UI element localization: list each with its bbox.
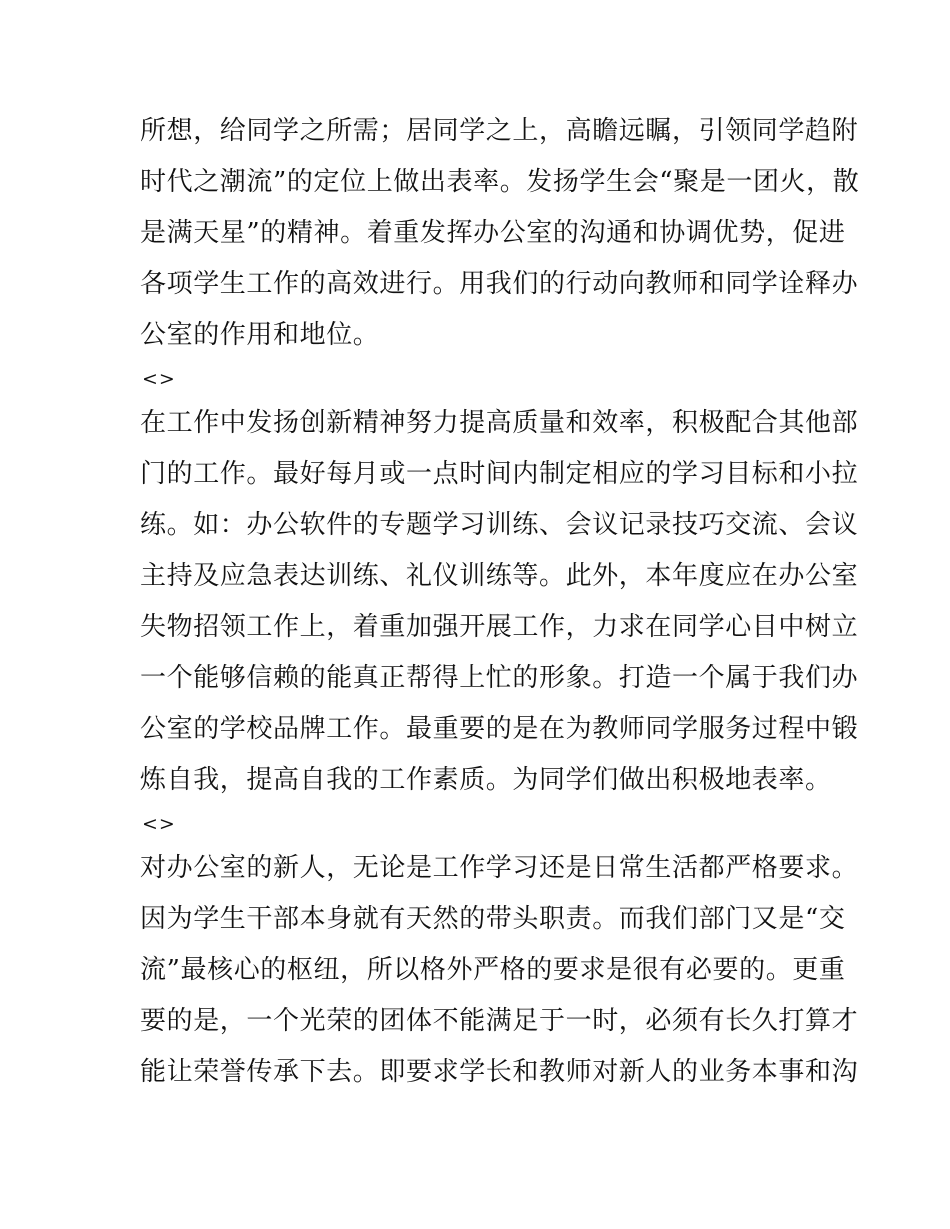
document-body bbox=[140, 106, 860, 1098]
text-line: 公室的作用和地位。 bbox=[140, 320, 380, 350]
text-line: 时代之潮流”的定位上做出表率。发扬学生会“聚是一团火，散 bbox=[140, 167, 860, 197]
text-line: 各项学生工作的高效进行。用我们的行动向教师和同学诠释办 bbox=[140, 269, 859, 299]
section-marker: <> bbox=[142, 368, 176, 390]
paragraph-3 bbox=[140, 843, 859, 1098]
paragraph-1 bbox=[140, 106, 860, 361]
text-line: 练。如：办公软件的专题学习训练、会议记录技巧交流、会议 bbox=[140, 510, 859, 540]
text-line: 因为学生干部本身就有天然的带头职责。而我们部门又是“交 bbox=[140, 904, 846, 934]
text-line: 一个能够信赖的能真正帮得上忙的形象。打造一个属于我们办 bbox=[140, 663, 859, 693]
text-line: 门的工作。最好每月或一点时间内制定相应的学习目标和小拉 bbox=[140, 459, 859, 489]
text-line: 是满天星”的精神。着重发挥办公室的沟通和协调优势，促进 bbox=[140, 218, 846, 248]
text-line: 在工作中发扬创新精神努力提高质量和效率，积极配合其他部 bbox=[140, 408, 859, 438]
text-line: 对办公室的新人，无论是工作学习还是日常生活都严格要求。 bbox=[140, 853, 859, 883]
text-line: 要的是，一个光荣的团体不能满足于一时，必须有长久打算才 bbox=[140, 1006, 859, 1036]
text-line: 公室的学校品牌工作。最重要的是在为教师同学服务过程中锻 bbox=[140, 714, 859, 744]
text-line: 炼自我，提高自我的工作素质。为同学们做出积极地表率。 bbox=[140, 765, 832, 795]
text-line: 流”最核心的枢纽，所以格外严格的要求是很有必要的。更重 bbox=[140, 955, 846, 985]
text-line: 能让荣誉传承下去。即要求学长和教师对新人的业务本事和沟 bbox=[140, 1057, 859, 1087]
section-marker: <> bbox=[142, 813, 176, 835]
text-line: 主持及应急表达训练、礼仪训练等。此外，本年度应在办公室 bbox=[140, 561, 859, 591]
text-line: 所想，给同学之所需；居同学之上，高瞻远瞩，引领同学趋附 bbox=[140, 116, 859, 146]
paragraph-2 bbox=[140, 398, 859, 806]
text-line: 失物招领工作上，着重加强开展工作，力求在同学心目中树立 bbox=[140, 612, 859, 642]
